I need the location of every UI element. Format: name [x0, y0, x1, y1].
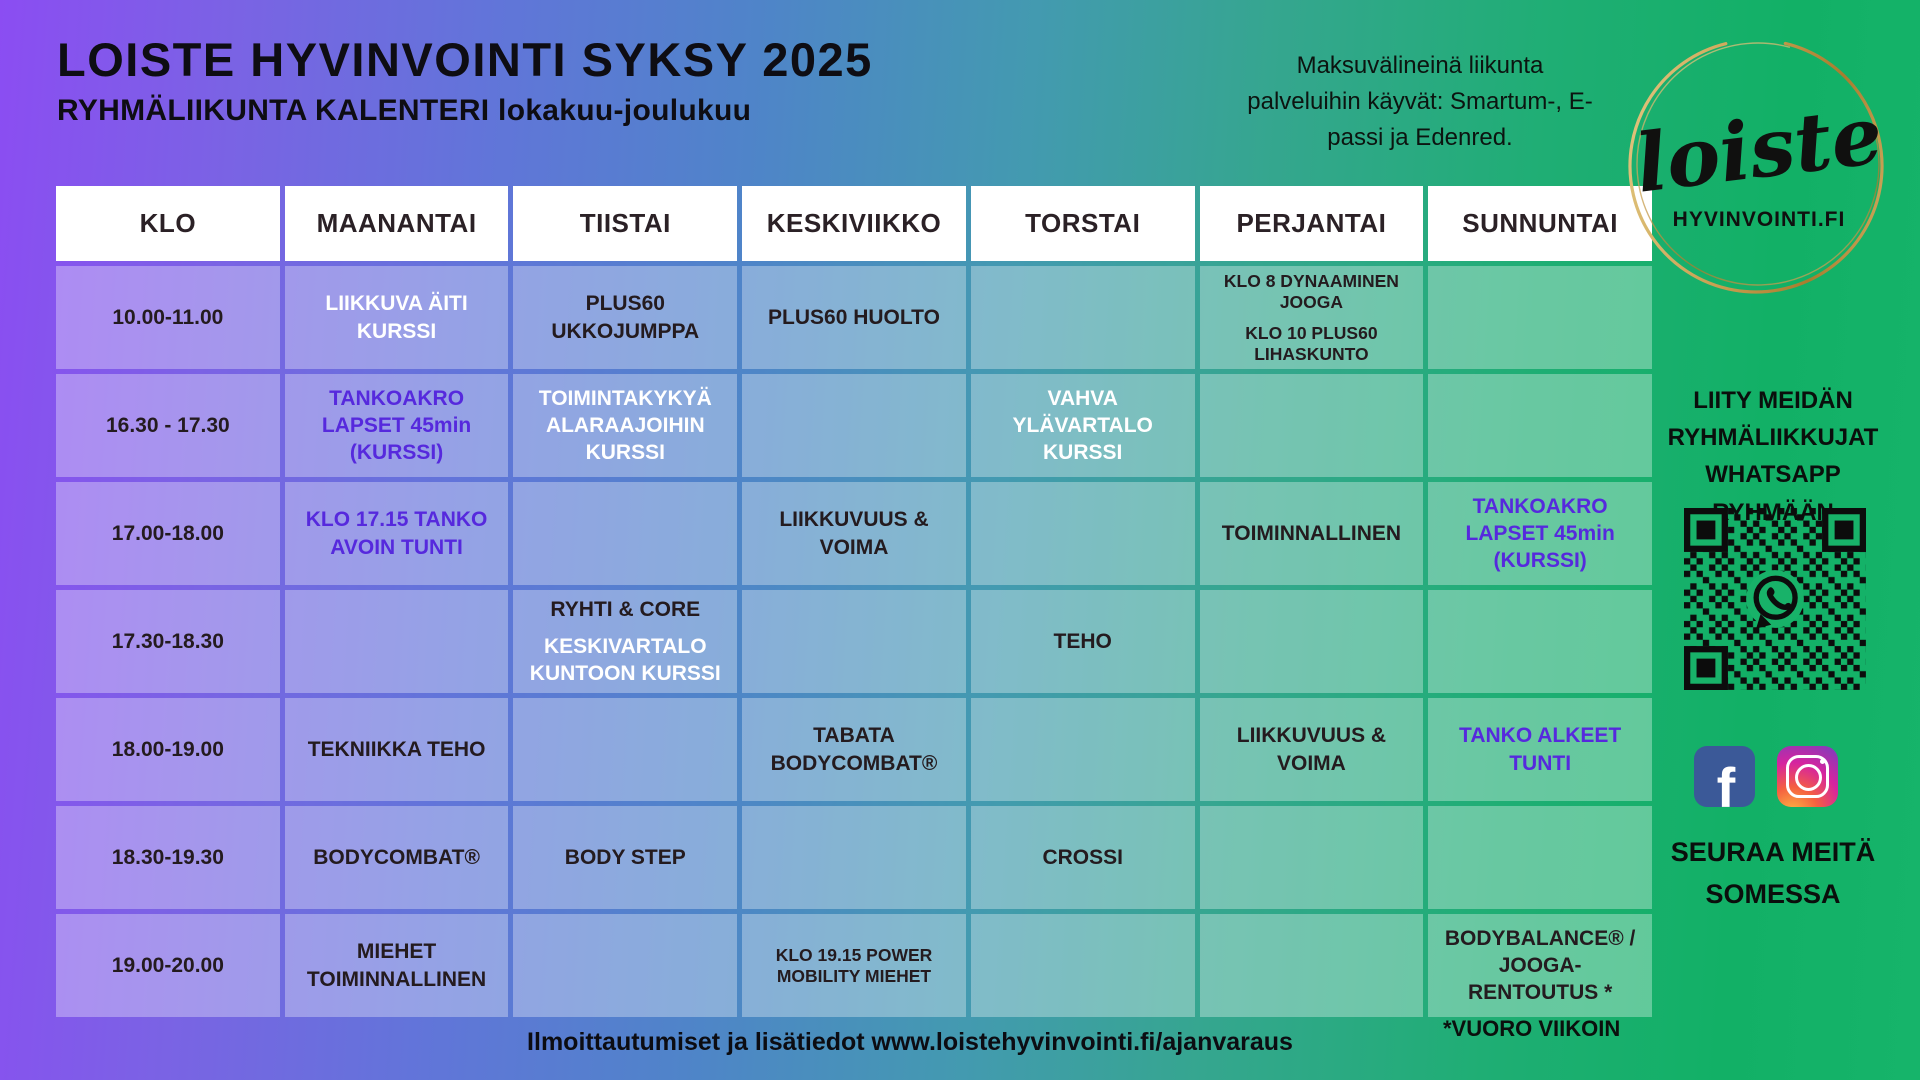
calendar-cell [742, 590, 966, 693]
invite-line: RYHMÄLIIKKUJAT [1667, 424, 1879, 452]
class-name: TABATA BODYCOMBAT® [770, 724, 938, 775]
calendar-cell [1200, 482, 1424, 585]
payment-note: Maksuvälineinä liikunta palveluihin käyvät: Smartum-, E-passi ja Edenred. [1247, 52, 1593, 151]
time-cell [56, 482, 280, 585]
calendar-cell [513, 698, 737, 801]
calendar-cell [1428, 482, 1652, 585]
class-name-2: KESKIVARTALO KUNTOON KURSSI [529, 634, 721, 686]
calendar-cell [285, 374, 509, 477]
calendar-cell [513, 482, 737, 585]
calendar-cell [971, 374, 1195, 477]
class-name: BODYCOMBAT® [313, 845, 480, 869]
class-name: BODYBALANCE® / JOOGA-RENTOUTUS * [1444, 926, 1636, 1005]
logo-wordmark: loiste [1630, 87, 1888, 211]
time-label: 10.00-11.00 [112, 305, 224, 329]
calendar-cell [1428, 806, 1652, 909]
calendar-cell [513, 806, 737, 909]
calendar-cell [742, 914, 966, 1017]
time-label: 17.30-18.30 [111, 629, 224, 653]
instagram-icon[interactable] [1777, 746, 1838, 807]
class-name: PLUS60 UKKOJUMPPA [551, 292, 700, 343]
calendar-cell [285, 806, 509, 909]
class-name: TOIMINTAKYKYÄ ALARAAJOIHIN KURSSI [538, 386, 712, 465]
col-header-perjantai: PERJANTAI [1200, 186, 1424, 261]
time-cell [56, 266, 280, 369]
calendar-cell [1428, 374, 1652, 477]
class-name: KLO 17.15 TANKO AVOIN TUNTI [305, 508, 488, 559]
calendar-cell [1428, 590, 1652, 693]
schedule-table [56, 186, 1652, 1017]
calendar-cell [742, 482, 966, 585]
invite-line: WHATSAPP [1705, 461, 1841, 489]
time-label: 18.30-19.30 [111, 845, 224, 869]
calendar-cell [285, 698, 509, 801]
calendar-cell [513, 914, 737, 1017]
calendar-cell [285, 266, 509, 369]
whatsapp-qr-code [1684, 508, 1866, 690]
calendar-cell [742, 266, 966, 369]
time-label: 16.30 - 17.30 [105, 413, 230, 437]
class-name: PLUS60 HUOLTO [768, 305, 940, 329]
time-cell [56, 806, 280, 909]
class-name: CROSSI [1042, 845, 1123, 869]
calendar-cell [971, 914, 1195, 1017]
calendar-cell [971, 698, 1195, 801]
class-name: TEKNIIKKA TEHO [307, 737, 486, 761]
class-name-2: KLO 10 PLUS60 LIHASKUNTO [1245, 322, 1378, 364]
facebook-f-glyph: f [1716, 756, 1736, 807]
time-cell [56, 698, 280, 801]
social-caption [1647, 832, 1899, 916]
calendar-cell [513, 266, 737, 369]
time-label: 19.00-20.00 [111, 953, 224, 977]
calendar-cell [742, 698, 966, 801]
logo-domain: HYVINVOINTI.FI [1672, 208, 1846, 231]
class-name: KLO 19.15 POWER MOBILITY MIEHET [775, 944, 933, 986]
registration-link[interactable]: Ilmoittautumiset ja lisätiedot www.loistehyvinvointi.fi/ajanvaraus [527, 1028, 1293, 1056]
calendar-cell [1200, 374, 1424, 477]
col-header-torstai: TORSTAI [971, 186, 1195, 261]
class-name: TEHO [1053, 629, 1112, 653]
calendar-cell [285, 482, 509, 585]
time-cell [56, 914, 280, 1017]
calendar-cell [1200, 590, 1424, 693]
calendar-cell [513, 590, 737, 693]
calendar-cell [742, 806, 966, 909]
calendar-cell [971, 266, 1195, 369]
calendar-cell [1428, 914, 1652, 1017]
time-cell [56, 374, 280, 477]
class-name: LIIKKUVA ÄITI KURSSI [325, 292, 468, 343]
class-name: TANKO ALKEET TUNTI [1459, 724, 1622, 775]
calendar-cell [1200, 914, 1424, 1017]
class-name: LIIKKUVUUS & VOIMA [1236, 724, 1387, 775]
class-name: MIEHET TOIMINNALLINEN [306, 940, 487, 991]
header [57, 34, 873, 128]
weekly-note: *VUORO VIIKOIN [1443, 1016, 1621, 1041]
class-name: TANKOAKRO LAPSET 45min (KURSSI) [1465, 494, 1615, 573]
class-name: RYHTI & CORE [550, 597, 701, 621]
calendar-cell [1200, 806, 1424, 909]
calendar-cell [513, 374, 737, 477]
calendar-cell [971, 590, 1195, 693]
camera-flash-dot [1820, 759, 1825, 764]
calendar-cell [971, 482, 1195, 585]
col-header-keskiviikko: KESKIVIIKKO [742, 186, 966, 261]
calendar-cell [285, 590, 509, 693]
page-title: LOISTE HYVINVOINTI SYKSY 2025 [57, 33, 873, 86]
col-header-tiistai: TIISTAI [513, 186, 737, 261]
calendar-cell [1428, 698, 1652, 801]
calendar-cell [971, 806, 1195, 909]
class-name: KLO 8 DYNAAMINEN JOOGA [1223, 270, 1399, 312]
facebook-icon[interactable] [1694, 746, 1755, 807]
time-label: 18.00-19.00 [111, 737, 224, 761]
social-icons [1694, 746, 1854, 807]
loiste-logo [1625, 30, 1893, 302]
col-header-maanantai: MAANANTAI [285, 186, 509, 261]
calendar-cell [1200, 266, 1424, 369]
calendar-cell [285, 914, 509, 1017]
class-name: VAHVA YLÄVARTALO KURSSI [1012, 386, 1153, 465]
class-name: BODY STEP [564, 845, 686, 869]
calendar-cell [742, 374, 966, 477]
class-name: TANKOAKRO LAPSET 45min (KURSSI) [321, 386, 472, 465]
class-name: LIIKKUVUUS & VOIMA [779, 508, 929, 559]
invite-line: LIITY MEIDÄN [1693, 387, 1853, 414]
col-header-klo: KLO [56, 186, 280, 261]
time-cell [56, 590, 280, 693]
caption-line: SEURAA MEITÄ [1670, 837, 1876, 867]
class-name: TOIMINNALLINEN [1221, 521, 1402, 545]
caption-line: SOMESSA [1705, 878, 1841, 909]
calendar-cell [1428, 266, 1652, 369]
time-label: 17.00-18.00 [111, 521, 224, 545]
calendar-cell [1200, 698, 1424, 801]
col-header-sunnuntai: SUNNUNTAI [1428, 186, 1652, 261]
page-subtitle: RYHMÄLIIKUNTA KALENTERI lokakuu-joulukuu [57, 93, 752, 127]
